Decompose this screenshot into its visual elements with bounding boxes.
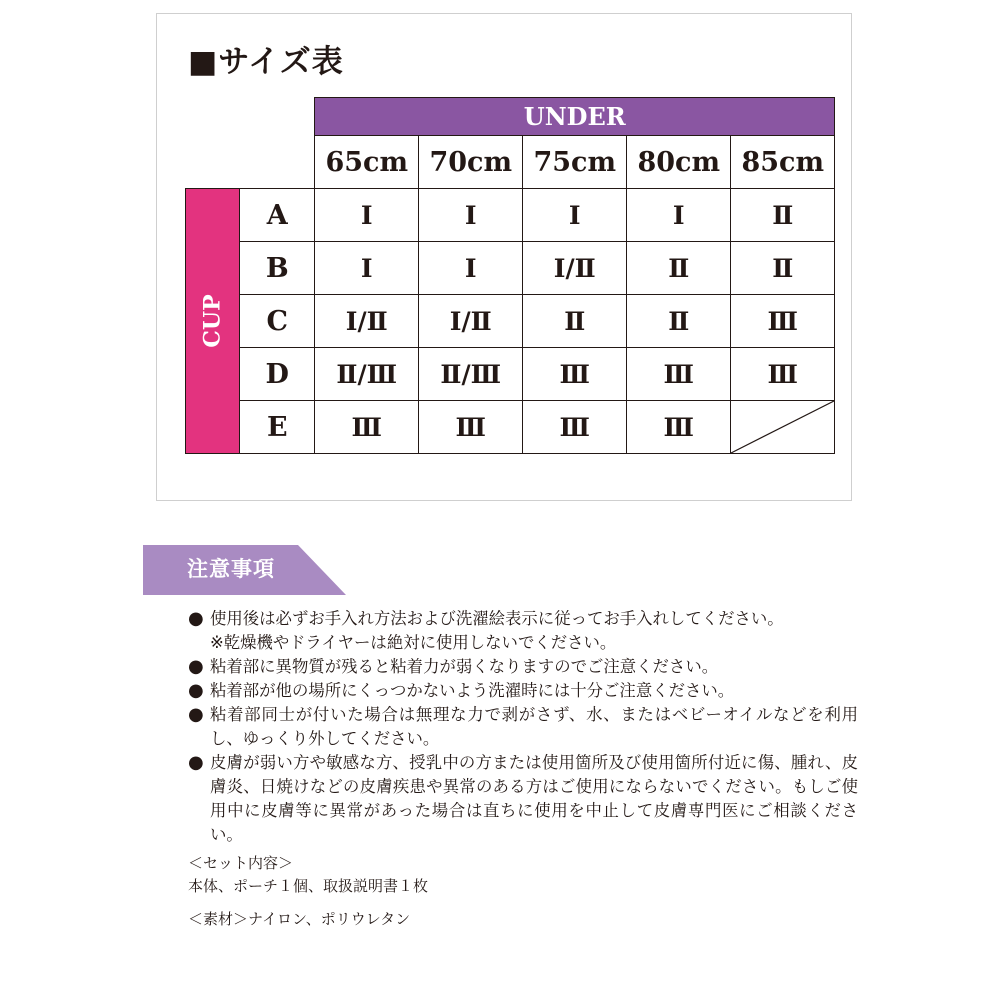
column-header: 80cm bbox=[627, 136, 731, 189]
size-cell: Ⅱ/Ⅲ bbox=[315, 348, 419, 401]
size-cell: Ⅰ bbox=[627, 189, 731, 242]
cup-label: CUP bbox=[199, 294, 226, 348]
column-header: 65cm bbox=[315, 136, 419, 189]
size-cell: Ⅰ/Ⅱ bbox=[419, 295, 523, 348]
size-cell: Ⅲ bbox=[523, 401, 627, 454]
empty-diagonal-cell bbox=[731, 401, 835, 454]
size-chart-title: ■サイズ表 bbox=[188, 44, 344, 80]
row-header: D bbox=[240, 348, 315, 401]
row-header: E bbox=[240, 401, 315, 454]
notice-text: 使用後は必ずお手入れ方法および洗濯絵表示に従ってお手入れしてください。 bbox=[210, 609, 784, 628]
cup-header bbox=[186, 189, 240, 454]
bullet: ● bbox=[188, 656, 204, 677]
bullet: ● bbox=[188, 752, 204, 773]
size-cell: Ⅱ/Ⅲ bbox=[419, 348, 523, 401]
column-header: 85cm bbox=[731, 136, 835, 189]
size-cell: Ⅲ bbox=[627, 401, 731, 454]
bullet: ● bbox=[188, 680, 204, 701]
row-header: B bbox=[240, 242, 315, 295]
notice-title: 注意事項 bbox=[187, 557, 275, 581]
bullet: ● bbox=[188, 704, 204, 725]
row-header: A bbox=[240, 189, 315, 242]
notice-list bbox=[188, 607, 858, 847]
size-cell: Ⅱ bbox=[731, 242, 835, 295]
notice-subnote: ※乾燥機やドライヤーは絶対に使用しないでください。 bbox=[210, 633, 617, 652]
list-item bbox=[188, 703, 858, 751]
size-cell: Ⅰ bbox=[315, 189, 419, 242]
size-cell: Ⅱ bbox=[627, 242, 731, 295]
size-cell: Ⅰ bbox=[419, 189, 523, 242]
blank-corner bbox=[186, 136, 315, 189]
notice-text: 粘着部に異物質が残ると粘着力が弱くなりますのでご注意ください。 bbox=[210, 657, 719, 676]
bullet: ● bbox=[188, 608, 204, 629]
size-cell: Ⅰ bbox=[315, 242, 419, 295]
size-cell: Ⅲ bbox=[523, 348, 627, 401]
set-contents-heading: ＜セット内容＞ bbox=[188, 854, 294, 872]
table-row bbox=[186, 295, 835, 348]
list-item bbox=[188, 607, 858, 631]
notice-banner bbox=[143, 545, 346, 595]
size-cell: Ⅱ bbox=[523, 295, 627, 348]
blank-corner bbox=[186, 98, 315, 136]
size-cell: Ⅲ bbox=[731, 295, 835, 348]
size-cell: Ⅱ bbox=[731, 189, 835, 242]
list-item bbox=[188, 679, 858, 703]
notice-text: 粘着部同士が付いた場合は無理な力で剥がさず、水、またはベビーオイルなどを利用し、ゆっくり外してください。 bbox=[210, 705, 858, 748]
product-info bbox=[188, 852, 428, 931]
table-row bbox=[186, 348, 835, 401]
size-cell: Ⅰ/Ⅱ bbox=[523, 242, 627, 295]
diagonal-line bbox=[731, 401, 834, 453]
size-cell: Ⅱ bbox=[627, 295, 731, 348]
size-cell: Ⅰ bbox=[523, 189, 627, 242]
size-cell: Ⅲ bbox=[627, 348, 731, 401]
column-header: 75cm bbox=[523, 136, 627, 189]
list-item bbox=[188, 751, 858, 847]
size-cell: Ⅰ/Ⅱ bbox=[315, 295, 419, 348]
column-header: 70cm bbox=[419, 136, 523, 189]
material-info: ＜素材＞ナイロン、ポリウレタン bbox=[188, 910, 411, 928]
notice-text: 皮膚が弱い方や敏感な方、授乳中の方または使用箇所及び使用箇所付近に傷、腫れ、皮膚炎、日焼けなどの皮膚疾患や異常のある方はご使用にならないでください。もしご使用中に皮膚等に異常があった場合は直ちに使用を中止して皮膚専門医にご相談ください。 bbox=[210, 753, 858, 844]
set-contents: 本体、ポーチ１個、取扱説明書１枚 bbox=[188, 877, 429, 895]
size-cell: Ⅲ bbox=[731, 348, 835, 401]
row-header: C bbox=[240, 295, 315, 348]
under-header: UNDER bbox=[315, 98, 835, 136]
size-cell: Ⅲ bbox=[315, 401, 419, 454]
size-cell: Ⅲ bbox=[419, 401, 523, 454]
list-item bbox=[188, 655, 858, 679]
table-row bbox=[186, 401, 835, 454]
notice-text: 粘着部が他の場所にくっつかないよう洗濯時には十分ご注意ください。 bbox=[210, 681, 735, 700]
size-table bbox=[185, 97, 835, 454]
size-cell: Ⅰ bbox=[419, 242, 523, 295]
table-row bbox=[186, 242, 835, 295]
table-row bbox=[186, 189, 835, 242]
